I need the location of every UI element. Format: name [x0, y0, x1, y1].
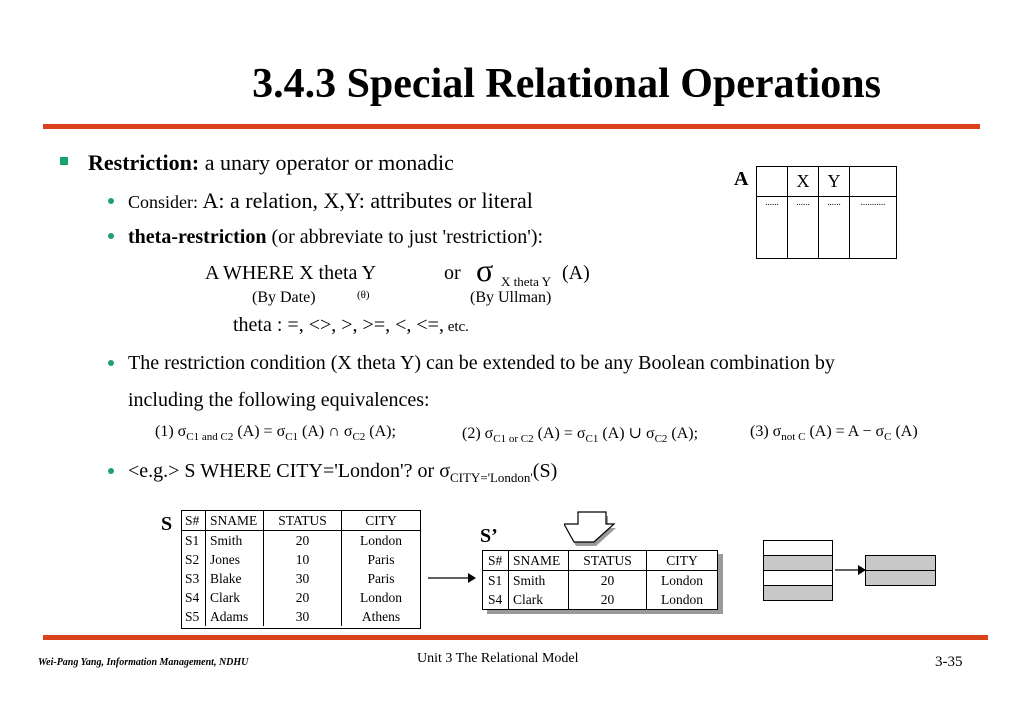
- table-cell: S3: [182, 569, 206, 588]
- table-cell: S1: [182, 531, 206, 550]
- title-rule: [43, 124, 980, 129]
- restriction-term: Restriction:: [88, 150, 200, 175]
- extend-line1: The restriction condition (X theta Y) can be extended to be any Boolean combination by: [128, 352, 835, 374]
- syntax-or: or: [444, 262, 461, 284]
- equivalence-3: [750, 423, 918, 443]
- table-cell: London: [360, 590, 402, 605]
- table-cell: 20: [264, 531, 342, 550]
- equivalence-2: [462, 423, 698, 445]
- eq3-sub: C: [884, 431, 892, 444]
- table-cell: 30: [264, 607, 342, 626]
- table-cell: Jones: [206, 550, 264, 569]
- theta-operators: [233, 314, 469, 337]
- rel-a-header: [757, 167, 788, 197]
- theta-desc: (or abbreviate to just 'restriction'):: [266, 226, 544, 248]
- table-row: [182, 607, 420, 626]
- sigma-subscript: X theta Y: [501, 274, 552, 289]
- eq1-part: (1) σ: [155, 423, 187, 440]
- diagram-result-row: [865, 555, 936, 571]
- bullet-theta: [128, 226, 543, 249]
- table-header-cell: STATUS: [264, 511, 342, 530]
- sigma-symbol: σ: [476, 252, 494, 288]
- table-header-cell: SNAME: [509, 551, 569, 570]
- eq2-part: (A) ∪ σ: [598, 425, 655, 442]
- footer-unit: Unit 3 The Relational Model: [417, 651, 579, 666]
- table-cell: Smith: [509, 571, 569, 590]
- table-cell: 10: [264, 550, 342, 569]
- consider-text: A: a relation, X,Y: attributes or literal: [202, 188, 533, 213]
- diagram-result-row: [865, 570, 936, 586]
- slide-title: 3.4.3 Special Relational Operations: [252, 61, 881, 107]
- rel-a-header: [850, 167, 897, 197]
- eq2-part: (A);: [667, 425, 699, 442]
- table-cell: S1: [483, 571, 509, 590]
- table-cell: S5: [182, 607, 206, 626]
- eq1-part: (A) = σ: [233, 423, 286, 440]
- theta-ops-text: theta : =, <>, >, >=, <, <=,: [233, 314, 444, 336]
- rel-a-dots: ......: [819, 197, 850, 259]
- eq1-sub: C1 and C2: [186, 431, 234, 444]
- eq3-part: (A) = A − σ: [805, 423, 885, 440]
- table-row: [182, 531, 420, 550]
- restriction-desc: a unary operator or monadic: [199, 150, 454, 175]
- diagram-row-white: [763, 540, 833, 556]
- table-header-row: [483, 551, 717, 571]
- example-line: [128, 460, 557, 486]
- theta-term: theta-restriction: [128, 226, 267, 248]
- table-row: [182, 588, 420, 607]
- sigma-arg: (A): [562, 262, 590, 284]
- rel-a-header: Y: [819, 167, 850, 197]
- dot-bullet-icon: [108, 468, 114, 474]
- footer-author: Wei-Pang Yang, Information Management, NDHU: [38, 657, 249, 668]
- extend-line2: including the following equivalences:: [128, 389, 430, 411]
- example-arg: (S): [532, 460, 558, 482]
- table-header-cell: S#: [182, 511, 206, 530]
- table-row: [182, 550, 420, 569]
- rel-a-dots: ......: [788, 197, 819, 259]
- footer-rule: [43, 635, 988, 640]
- by-ullman-label: (By Ullman): [470, 289, 552, 306]
- arrow-right-icon: [426, 570, 476, 586]
- relation-s-label: S: [161, 513, 173, 535]
- table-header-cell: STATUS: [569, 551, 647, 570]
- dot-bullet-icon: [108, 360, 114, 366]
- syntax-date: A WHERE X theta Y: [205, 262, 377, 284]
- table-cell: Clark: [509, 590, 569, 609]
- eq1-sub: C2: [352, 431, 366, 444]
- table-cell: Adams: [206, 607, 264, 626]
- rel-a-dots: ......: [757, 197, 788, 259]
- relation-a-table: [756, 166, 897, 259]
- dot-bullet-icon: [108, 233, 114, 239]
- example-text: <e.g.> S WHERE CITY='London'? or σ: [128, 460, 450, 482]
- diagram-row-gray: [763, 585, 833, 601]
- square-bullet-icon: [60, 157, 68, 165]
- relation-s-table: [181, 510, 421, 629]
- table-cell: Blake: [206, 569, 264, 588]
- table-cell: S2: [182, 550, 206, 569]
- equivalence-1: [155, 423, 396, 443]
- table-header-cell: CITY: [666, 553, 698, 568]
- table-cell: Smith: [206, 531, 264, 550]
- table-cell: Athens: [361, 609, 401, 624]
- table-cell: London: [661, 573, 703, 588]
- dot-bullet-icon: [108, 198, 114, 204]
- table-cell: S4: [182, 588, 206, 607]
- theta-symbol-label: (θ): [357, 289, 370, 301]
- eq3-part: (3) σ: [750, 423, 782, 440]
- diagram-arrow-icon: [834, 563, 866, 577]
- table-row: [182, 569, 420, 588]
- relation-s-prime-label: S’: [480, 525, 498, 547]
- eq3-part: (A): [891, 423, 918, 440]
- eq1-part: (A) ∩ σ: [298, 423, 353, 440]
- theta-ops-etc: etc.: [443, 319, 469, 335]
- table-cell: London: [360, 533, 402, 548]
- table-cell: 30: [264, 569, 342, 588]
- eq2-sub: C1 or C2: [493, 433, 534, 446]
- table-header-row: [182, 511, 420, 531]
- footer-page-number: 3-35: [935, 654, 963, 670]
- table-cell: Paris: [367, 552, 395, 567]
- rel-a-header: X: [788, 167, 819, 197]
- eq3-sub: not C: [781, 431, 806, 444]
- rel-a-dots: ...........: [850, 197, 897, 259]
- table-header-cell: CITY: [365, 513, 397, 528]
- diagram-row-gray: [763, 555, 833, 571]
- example-sub: CITY='London': [449, 470, 533, 485]
- eq2-part: (A) = σ: [533, 425, 586, 442]
- bullet-consider: [128, 188, 533, 214]
- relation-s-prime-table: [482, 550, 718, 610]
- relation-a-label: A: [734, 168, 749, 190]
- table-header-cell: SNAME: [206, 511, 264, 530]
- diagram-row-white: [763, 570, 833, 586]
- table-cell: 20: [569, 571, 647, 590]
- table-cell: Paris: [367, 571, 395, 586]
- table-cell: 20: [569, 590, 647, 609]
- eq1-sub: C1: [285, 431, 299, 444]
- down-arrow-icon: [564, 510, 616, 548]
- eq1-part: (A);: [365, 423, 396, 440]
- table-cell: 20: [264, 588, 342, 607]
- table-row: [483, 571, 717, 590]
- by-date-label: (By Date): [252, 289, 316, 306]
- table-cell: Clark: [206, 588, 264, 607]
- table-cell: London: [661, 592, 703, 607]
- eq2-part: (2) σ: [462, 425, 494, 442]
- table-header-cell: S#: [483, 551, 509, 570]
- bullet-restriction: [88, 150, 454, 176]
- consider-label: Consider:: [128, 192, 203, 212]
- eq2-sub: C1: [585, 433, 599, 446]
- table-cell: S4: [483, 590, 509, 609]
- table-row: [483, 590, 717, 609]
- eq2-sub: C2: [654, 433, 668, 446]
